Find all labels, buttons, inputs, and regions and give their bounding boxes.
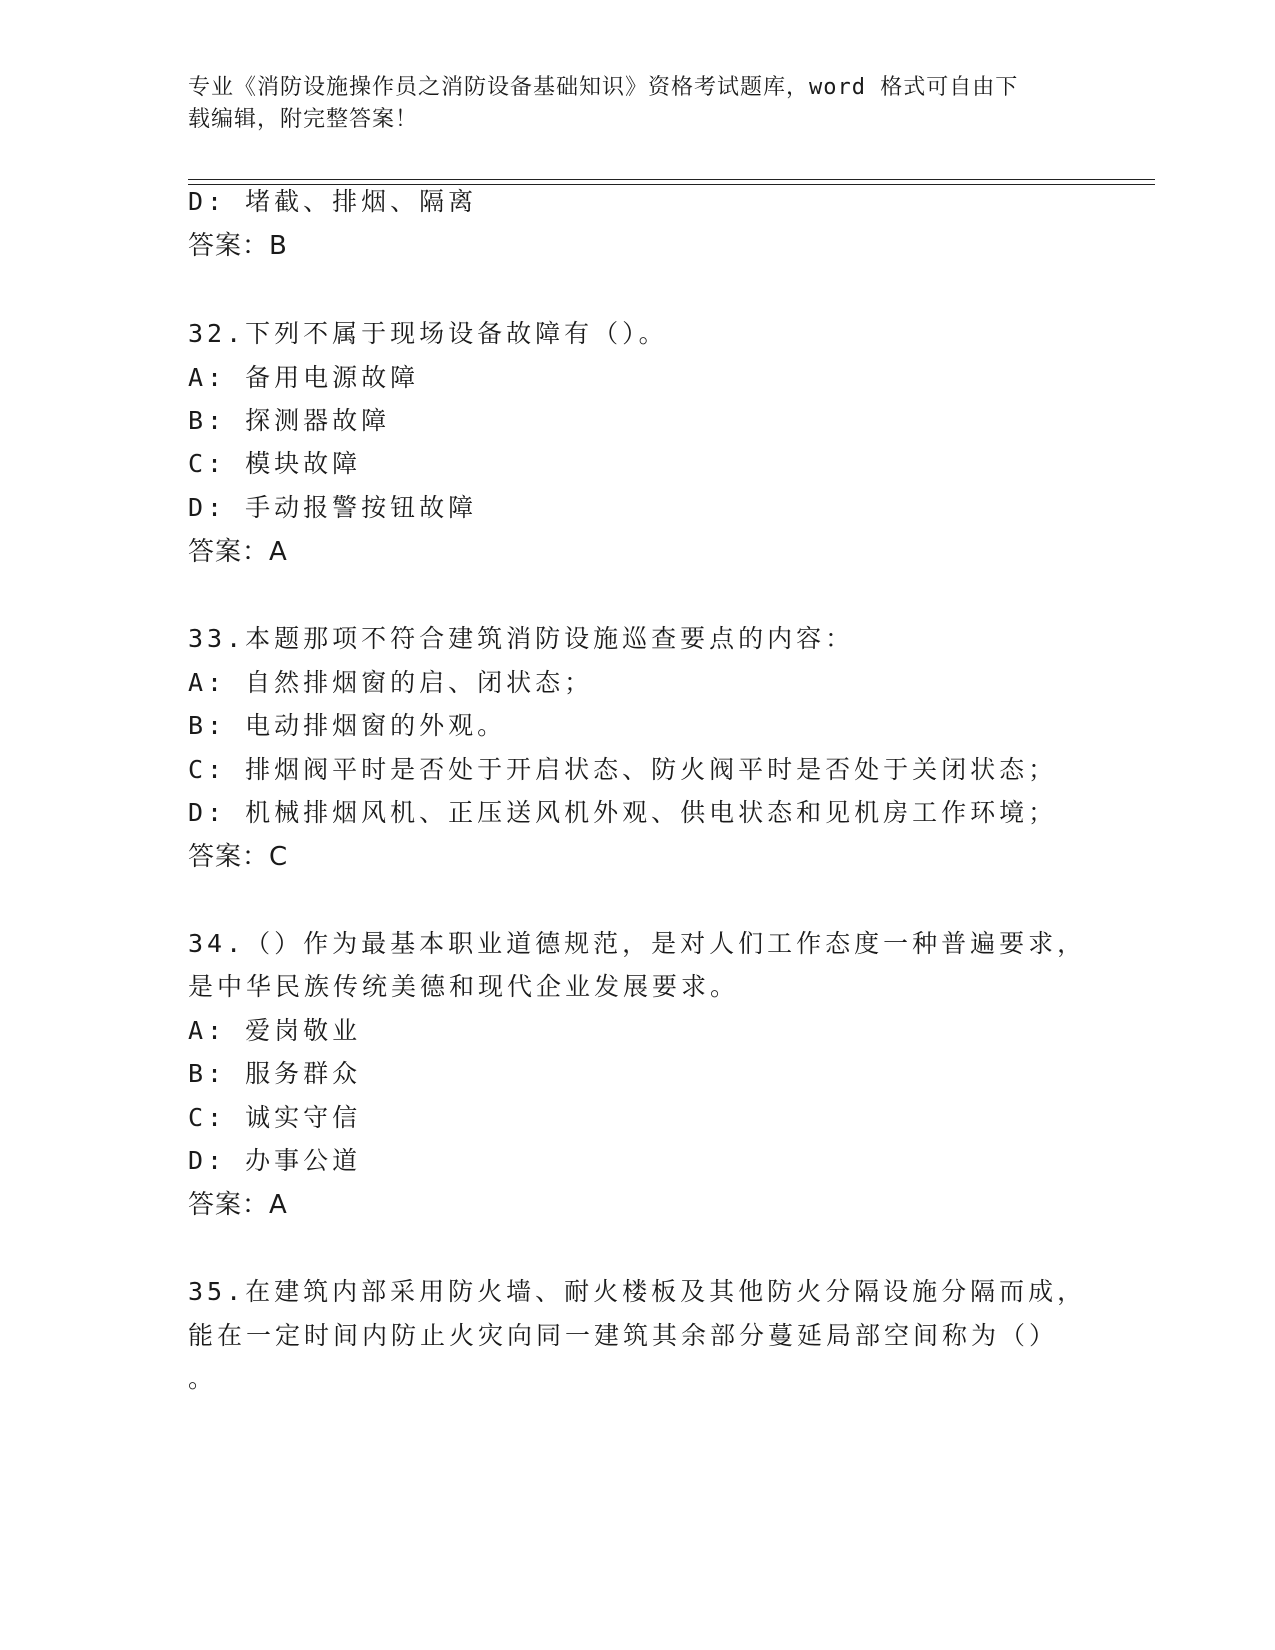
q33-option-d: D: 机械排烟风机、正压送风机外观、供电状态和见机房工作环境； bbox=[188, 798, 1058, 827]
q32-option-c: C: 模块故障 bbox=[188, 449, 362, 478]
q32-stem: 32.下列不属于现场设备故障有（）。 bbox=[188, 319, 668, 348]
q33-option-b: B: 电动排烟窗的外观。 bbox=[188, 711, 507, 740]
q34-option-c: C: 诚实守信 bbox=[188, 1103, 362, 1132]
q35-stem-line-3: 。 bbox=[188, 1364, 218, 1393]
q32-answer: 答案：A bbox=[188, 537, 288, 567]
q34-stem-line-2: 是中华民族传统美德和现代企业发展要求。 bbox=[188, 972, 740, 1001]
document-header bbox=[188, 72, 1068, 136]
header-divider-top bbox=[188, 179, 1155, 180]
header-line-2: 载编辑，附完整答案！ bbox=[188, 107, 419, 132]
q34-option-b: B: 服务群众 bbox=[188, 1059, 362, 1088]
q32-option-d: D: 手动报警按钮故障 bbox=[188, 493, 478, 522]
q35-stem-line-2: 能在一定时间内防止火灾向同一建筑其余部分蔓延局部空间称为（） bbox=[188, 1321, 1059, 1350]
header-divider-bottom bbox=[188, 184, 1155, 185]
header-line-1: 专业《消防设施操作员之消防设备基础知识》资格考试题库，word 格式可自由下 bbox=[188, 75, 1019, 100]
q33-option-c: C: 排烟阀平时是否处于开启状态、防火阀平时是否处于关闭状态； bbox=[188, 755, 1058, 784]
q33-option-a: A: 自然排烟窗的启、闭状态； bbox=[188, 668, 594, 697]
q35-stem-line-1: 35.在建筑内部采用防火墙、耐火楼板及其他防火分隔设施分隔而成， bbox=[188, 1277, 1087, 1306]
q34-answer: 答案：A bbox=[188, 1190, 288, 1220]
prev-answer: 答案：B bbox=[188, 231, 288, 261]
q34-option-d: D: 办事公道 bbox=[188, 1146, 362, 1175]
prev-option-d: D: 堵截、排烟、隔离 bbox=[188, 187, 478, 216]
q32-option-b: B: 探测器故障 bbox=[188, 406, 391, 435]
q34-stem-line-1: 34.（）作为最基本职业道德规范，是对人们工作态度一种普遍要求， bbox=[188, 929, 1087, 958]
q33-stem: 33.本题那项不符合建筑消防设施巡查要点的内容： bbox=[188, 624, 855, 653]
q33-answer: 答案：C bbox=[188, 842, 289, 872]
q34-option-a: A: 爱岗敬业 bbox=[188, 1016, 362, 1045]
q32-option-a: A: 备用电源故障 bbox=[188, 363, 420, 392]
